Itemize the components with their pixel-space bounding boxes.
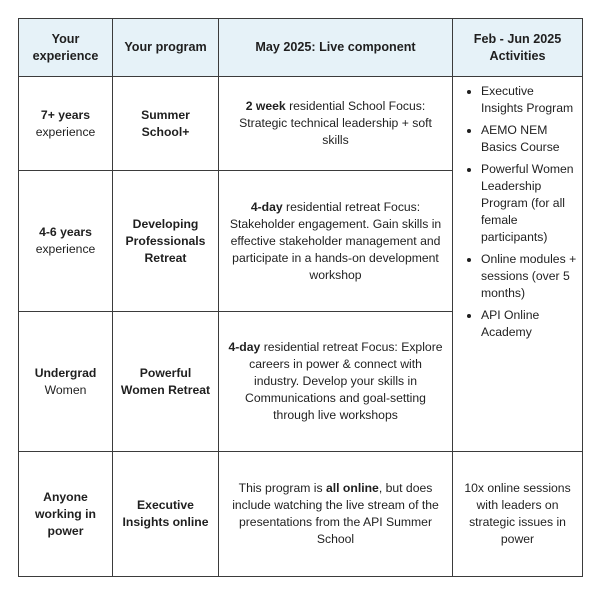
live-text: , but does include watching the live stream of the presentations from the API Summer School xyxy=(232,481,439,546)
live-bold: 2 week xyxy=(245,99,286,113)
program-cell: Powerful Women Retreat xyxy=(113,312,219,452)
experience-cell xyxy=(19,312,113,452)
experience-cell xyxy=(19,77,113,171)
list-item: • API Online Academy xyxy=(481,307,578,341)
experience-bold: 7+ years xyxy=(40,107,91,122)
header-experience: Your experience xyxy=(19,19,113,77)
header-row xyxy=(19,19,583,77)
live-component-cell xyxy=(219,171,453,312)
program-line: Developing Professionals xyxy=(125,216,206,248)
program-line: Retreat xyxy=(144,250,187,265)
activities-list xyxy=(459,83,578,341)
live-component-cell xyxy=(219,452,453,577)
list-item: • Online modules + sessions (over 5 months) xyxy=(481,251,578,302)
experience-rest: Women xyxy=(44,382,87,397)
experience-cell: Anyone working in power xyxy=(19,452,113,577)
experience-rest: experience xyxy=(35,242,96,256)
live-component-cell xyxy=(219,77,453,171)
experience-bold: Undergrad xyxy=(34,365,97,380)
list-item: • AEMO NEM Basics Course xyxy=(481,122,578,156)
live-bold: 4-day xyxy=(250,199,283,214)
activities-cell xyxy=(453,77,583,452)
table-row xyxy=(19,77,583,171)
live-text: This program is xyxy=(238,481,326,495)
live-component-cell xyxy=(219,312,453,452)
header-live-component: May 2025: Live component xyxy=(219,19,453,77)
experience-rest: experience xyxy=(35,124,96,139)
live-text: residential retreat Focus: Explore careers in power & connect with industry. Develop your skills in Communications and goal-setting through live workshops xyxy=(245,340,443,422)
live-bold: all online xyxy=(326,481,379,495)
program-comparison-table xyxy=(18,18,583,577)
experience-cell xyxy=(19,171,113,312)
live-bold: 4-day xyxy=(228,340,261,354)
live-text: residential retreat Focus: Stakeholder engagement. Gain skills in effective stakeholder management and participate in a hands-on development workshop xyxy=(229,199,442,282)
program-cell: Summer School+ xyxy=(113,77,219,171)
header-program: Your program xyxy=(113,19,219,77)
table-row xyxy=(19,452,583,577)
program-cell xyxy=(113,171,219,312)
experience-bold: 4-6 years xyxy=(39,225,92,239)
program-cell: Executive Insights online xyxy=(113,452,219,577)
list-item: • Executive Insights Program xyxy=(481,83,578,117)
activities-online-cell: 10x online sessions with leaders on strategic issues in power xyxy=(453,452,583,577)
header-activities: Feb - Jun 2025 Activities xyxy=(453,19,583,77)
list-item: • Powerful Women Leadership Program (for all female participants) xyxy=(481,161,578,246)
live-text: residential School Focus: Strategic technical leadership + soft skills xyxy=(239,99,432,147)
